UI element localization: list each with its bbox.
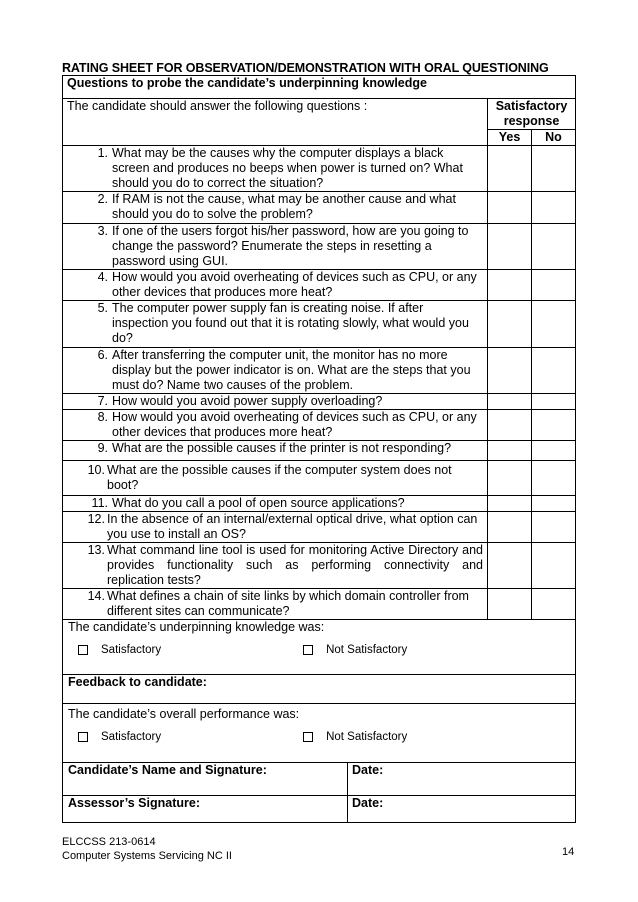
no-cell[interactable] (532, 589, 576, 620)
yes-cell[interactable] (488, 270, 532, 301)
probe-heading: Questions to probe the candidate’s underpinning knowledge (63, 76, 576, 99)
question-row (63, 496, 576, 512)
probe-header-row (63, 76, 576, 99)
option-label: Satisfactory (101, 730, 162, 743)
candidate-signature-row (63, 763, 576, 796)
question-number: 8. (97, 410, 108, 424)
option-label: Not Satisfactory (326, 730, 408, 743)
question-number: 11. (91, 496, 108, 510)
feedback-row (63, 675, 576, 704)
no-cell[interactable] (532, 394, 576, 410)
yes-cell[interactable] (488, 301, 532, 348)
assessor-date-label: Date: (348, 796, 576, 823)
question-number: 4. (97, 270, 108, 284)
performance-label: The candidate’s overall performance was: (68, 707, 300, 721)
question-text: If one of the users forgot his/her password, how are you going to change the password? Enumerate the steps in resetting a password using GUI. (112, 224, 469, 268)
yes-cell[interactable] (488, 348, 532, 394)
assessor-signature-label: Assessor’s Signature: (63, 796, 348, 823)
no-cell[interactable] (532, 461, 576, 496)
yes-column-heading: Yes (488, 130, 532, 146)
no-cell[interactable] (532, 496, 576, 512)
page-number: 14 (562, 846, 575, 858)
checkbox-icon[interactable] (303, 732, 313, 742)
question-number: 3. (97, 224, 108, 238)
footer (62, 835, 232, 863)
no-cell[interactable] (532, 224, 576, 270)
no-cell[interactable] (532, 270, 576, 301)
yes-cell[interactable] (488, 496, 532, 512)
question-number: 12. (87, 512, 105, 526)
question-row (63, 270, 576, 301)
question-number: 13. (87, 543, 105, 557)
page-title: RATING SHEET FOR OBSERVATION/DEMONSTRATION WITH ORAL QUESTIONING (62, 61, 549, 75)
question-row (63, 461, 576, 496)
yes-cell[interactable] (488, 146, 532, 192)
question-row (63, 394, 576, 410)
instruction-row (63, 99, 576, 130)
performance-not-satisfactory-option[interactable] (303, 730, 407, 745)
checkbox-icon[interactable] (78, 645, 88, 655)
question-row (63, 192, 576, 224)
question-text: After transferring the computer unit, the monitor has no more display but the power indicator is on. What are the steps that you must do? Name two causes of the problem. (112, 348, 471, 392)
question-text: What do you call a pool of open source applications? (112, 496, 405, 510)
knowledge-label: The candidate’s underpinning knowledge was: (68, 620, 325, 634)
no-column-heading: No (532, 130, 576, 146)
question-number: 14. (87, 589, 105, 603)
question-row (63, 543, 576, 589)
candidate-date-label: Date: (348, 763, 576, 796)
yes-cell[interactable] (488, 441, 532, 461)
question-number: 7. (97, 394, 108, 408)
performance-row (63, 704, 576, 763)
yes-cell[interactable] (488, 461, 532, 496)
question-number: 2. (97, 192, 108, 206)
question-text: If RAM is not the cause, what may be another cause and what should you do to solve the problem? (112, 192, 456, 221)
question-row (63, 512, 576, 543)
yes-cell[interactable] (488, 394, 532, 410)
question-text: How would you avoid overheating of devices such as CPU, or any other devices that produces more heat? (112, 410, 477, 439)
yes-cell[interactable] (488, 410, 532, 441)
no-cell[interactable] (532, 192, 576, 224)
question-row (63, 441, 576, 461)
assessor-signature-row (63, 796, 576, 823)
candidate-signature-label: Candidate’s Name and Signature: (63, 763, 348, 796)
checkbox-icon[interactable] (78, 732, 88, 742)
no-cell[interactable] (532, 441, 576, 461)
question-text: What may be the causes why the computer displays a black screen and produces no beeps when power is turned on? What should you do to correct the situation? (112, 146, 463, 190)
yes-cell[interactable] (488, 589, 532, 620)
rating-sheet-table (62, 75, 576, 823)
checkbox-icon[interactable] (303, 645, 313, 655)
question-number: 9. (97, 441, 108, 455)
footer-course: Computer Systems Servicing NC II (62, 850, 232, 862)
knowledge-satisfactory-option[interactable] (78, 643, 161, 658)
question-row (63, 224, 576, 270)
question-number: 1. (97, 146, 108, 160)
question-text: What are the possible causes if the computer system does not boot? (107, 463, 452, 492)
yes-cell[interactable] (488, 512, 532, 543)
question-number: 5. (97, 301, 108, 315)
question-text: What defines a chain of site links by which domain controller from different sites can communicate? (107, 589, 469, 618)
option-label: Not Satisfactory (326, 643, 408, 656)
question-row (63, 301, 576, 348)
question-text: What command line tool is used for monitoring Active Directory and provides functionality such as performing connectivity and replication tests? (107, 543, 483, 587)
footer-code: ELCCSS 213-0614 (62, 836, 156, 848)
no-cell[interactable] (532, 146, 576, 192)
yes-cell[interactable] (488, 192, 532, 224)
no-cell[interactable] (532, 410, 576, 441)
option-label: Satisfactory (101, 643, 162, 656)
question-row (63, 589, 576, 620)
question-text: The computer power supply fan is creating noise. If after inspection you found out that it is rotating slowly, what would you do? (112, 301, 469, 345)
yes-cell[interactable] (488, 543, 532, 589)
question-row (63, 146, 576, 192)
question-text: How would you avoid power supply overloading? (112, 394, 383, 408)
yes-cell[interactable] (488, 224, 532, 270)
question-number: 10. (87, 463, 105, 477)
instruction-text: The candidate should answer the following questions : (63, 99, 488, 146)
no-cell[interactable] (532, 543, 576, 589)
performance-satisfactory-option[interactable] (78, 730, 161, 745)
question-text: How would you avoid overheating of devices such as CPU, or any other devices that produces more heat? (112, 270, 477, 299)
no-cell[interactable] (532, 512, 576, 543)
question-text: What are the possible causes if the printer is not responding? (112, 441, 452, 455)
question-text: In the absence of an internal/external optical drive, what option can you use to install an OS? (107, 512, 478, 541)
question-row (63, 410, 576, 441)
question-number: 6. (97, 348, 108, 362)
question-row (63, 348, 576, 394)
knowledge-row (63, 620, 576, 675)
feedback-label: Feedback to candidate: (63, 675, 576, 704)
no-cell[interactable] (532, 301, 576, 348)
satisfactory-response-heading: Satisfactory response (488, 99, 576, 130)
knowledge-not-satisfactory-option[interactable] (303, 643, 407, 658)
no-cell[interactable] (532, 348, 576, 394)
